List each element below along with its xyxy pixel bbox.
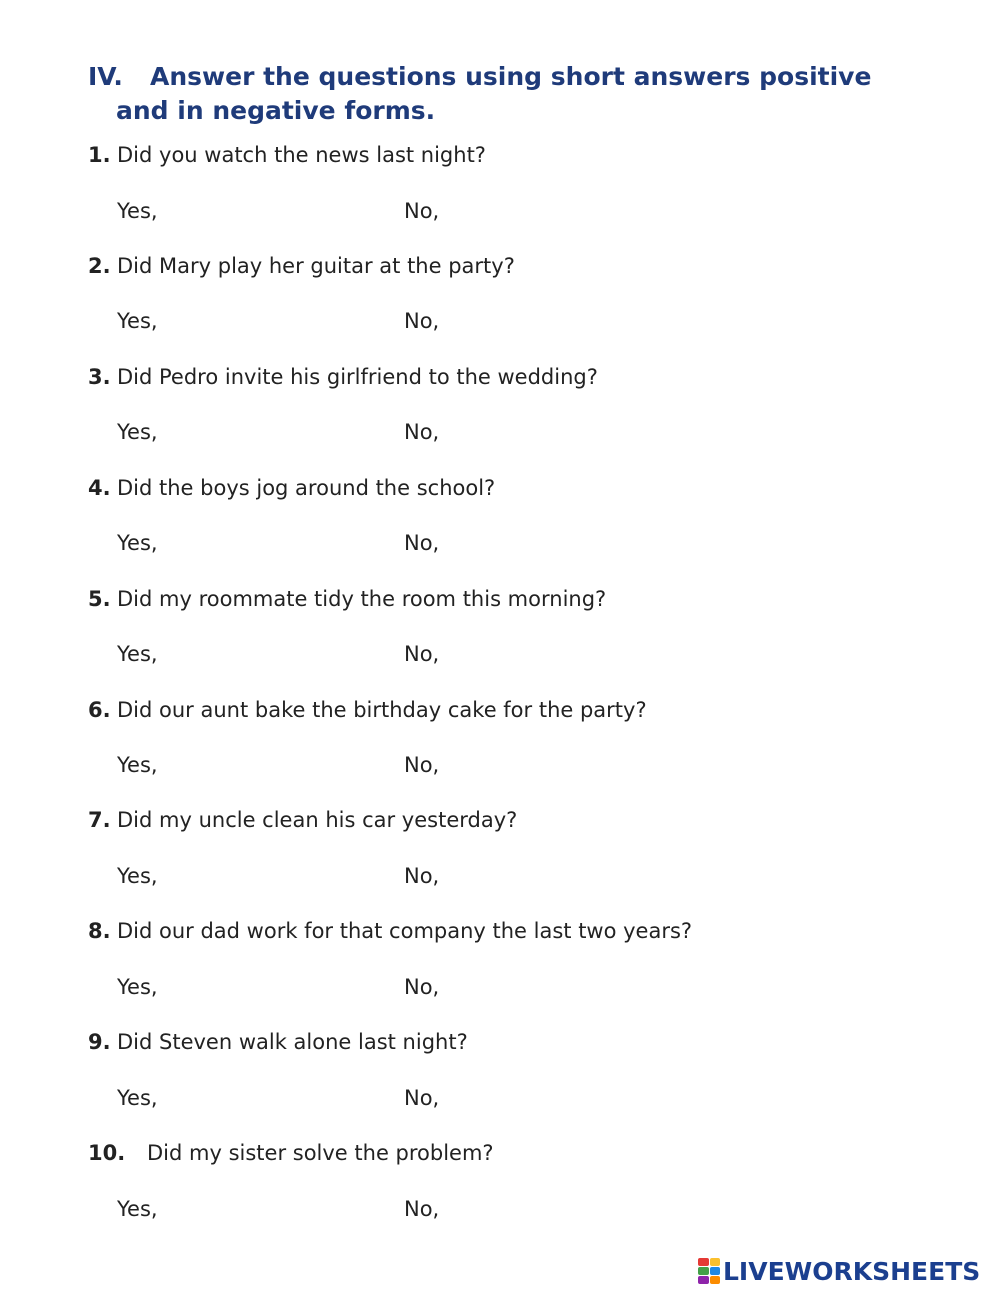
- answer-no-5: No,: [404, 642, 440, 666]
- answer-no-6: No,: [404, 753, 440, 777]
- answer-yes-8: Yes,: [117, 975, 158, 999]
- question-number: 6.: [88, 698, 111, 722]
- question-text: Did our aunt bake the birthday cake for the party?: [117, 698, 647, 722]
- section-number: IV.: [88, 62, 123, 91]
- question-number: 7.: [88, 808, 111, 832]
- answer-yes-2: Yes,: [117, 309, 158, 333]
- question-4: [88, 474, 495, 502]
- answer-no-1: No,: [404, 199, 440, 223]
- question-number: 4.: [88, 476, 111, 500]
- answer-yes-6: Yes,: [117, 753, 158, 777]
- answer-no-2: No,: [404, 309, 440, 333]
- section-heading: [88, 60, 968, 128]
- logo-text: LIVEWORKSHEETS: [723, 1256, 981, 1286]
- question-text: Did Pedro invite his girlfriend to the wedding?: [117, 365, 598, 389]
- question-number: 5.: [88, 587, 111, 611]
- answer-yes-10: Yes,: [117, 1197, 158, 1221]
- question-3: [88, 363, 598, 391]
- question-text: Did you watch the news last night?: [117, 143, 486, 167]
- liveworksheets-logo[interactable]: [698, 1256, 980, 1286]
- question-6: [88, 696, 647, 724]
- question-text: Did my sister solve the problem?: [147, 1141, 494, 1165]
- answer-yes-7: Yes,: [117, 864, 158, 888]
- question-number: 2.: [88, 254, 111, 278]
- answer-no-10: No,: [404, 1197, 440, 1221]
- answer-no-7: No,: [404, 864, 440, 888]
- question-number: 10.: [88, 1141, 126, 1165]
- question-number: 1.: [88, 143, 111, 167]
- question-number: 3.: [88, 365, 111, 389]
- question-text: Did my uncle clean his car yesterday?: [117, 808, 518, 832]
- question-text: Did the boys jog around the school?: [117, 476, 496, 500]
- answer-yes-1: Yes,: [117, 199, 158, 223]
- question-9: [88, 1028, 468, 1056]
- question-number: 9.: [88, 1030, 111, 1054]
- answer-yes-4: Yes,: [117, 531, 158, 555]
- answer-yes-3: Yes,: [117, 420, 158, 444]
- question-text: Did my roommate tidy the room this morning?: [117, 587, 607, 611]
- answer-no-3: No,: [404, 420, 440, 444]
- question-number: 8.: [88, 919, 111, 943]
- logo-mark-icon: [698, 1258, 720, 1284]
- answer-no-9: No,: [404, 1086, 440, 1110]
- heading-line-1: Answer the questions using short answers positive: [150, 62, 872, 91]
- question-2: [88, 252, 515, 280]
- question-1: [88, 141, 486, 169]
- question-8: [88, 917, 692, 945]
- answer-yes-5: Yes,: [117, 642, 158, 666]
- question-7: [88, 806, 517, 834]
- question-text: Did our dad work for that company the last two years?: [117, 919, 693, 943]
- question-text: Did Mary play her guitar at the party?: [117, 254, 515, 278]
- heading-line-2: and in negative forms.: [116, 96, 436, 125]
- question-5: [88, 585, 606, 613]
- question-10: [88, 1139, 494, 1167]
- answer-no-4: No,: [404, 531, 440, 555]
- answer-yes-9: Yes,: [117, 1086, 158, 1110]
- question-text: Did Steven walk alone last night?: [117, 1030, 468, 1054]
- answer-no-8: No,: [404, 975, 440, 999]
